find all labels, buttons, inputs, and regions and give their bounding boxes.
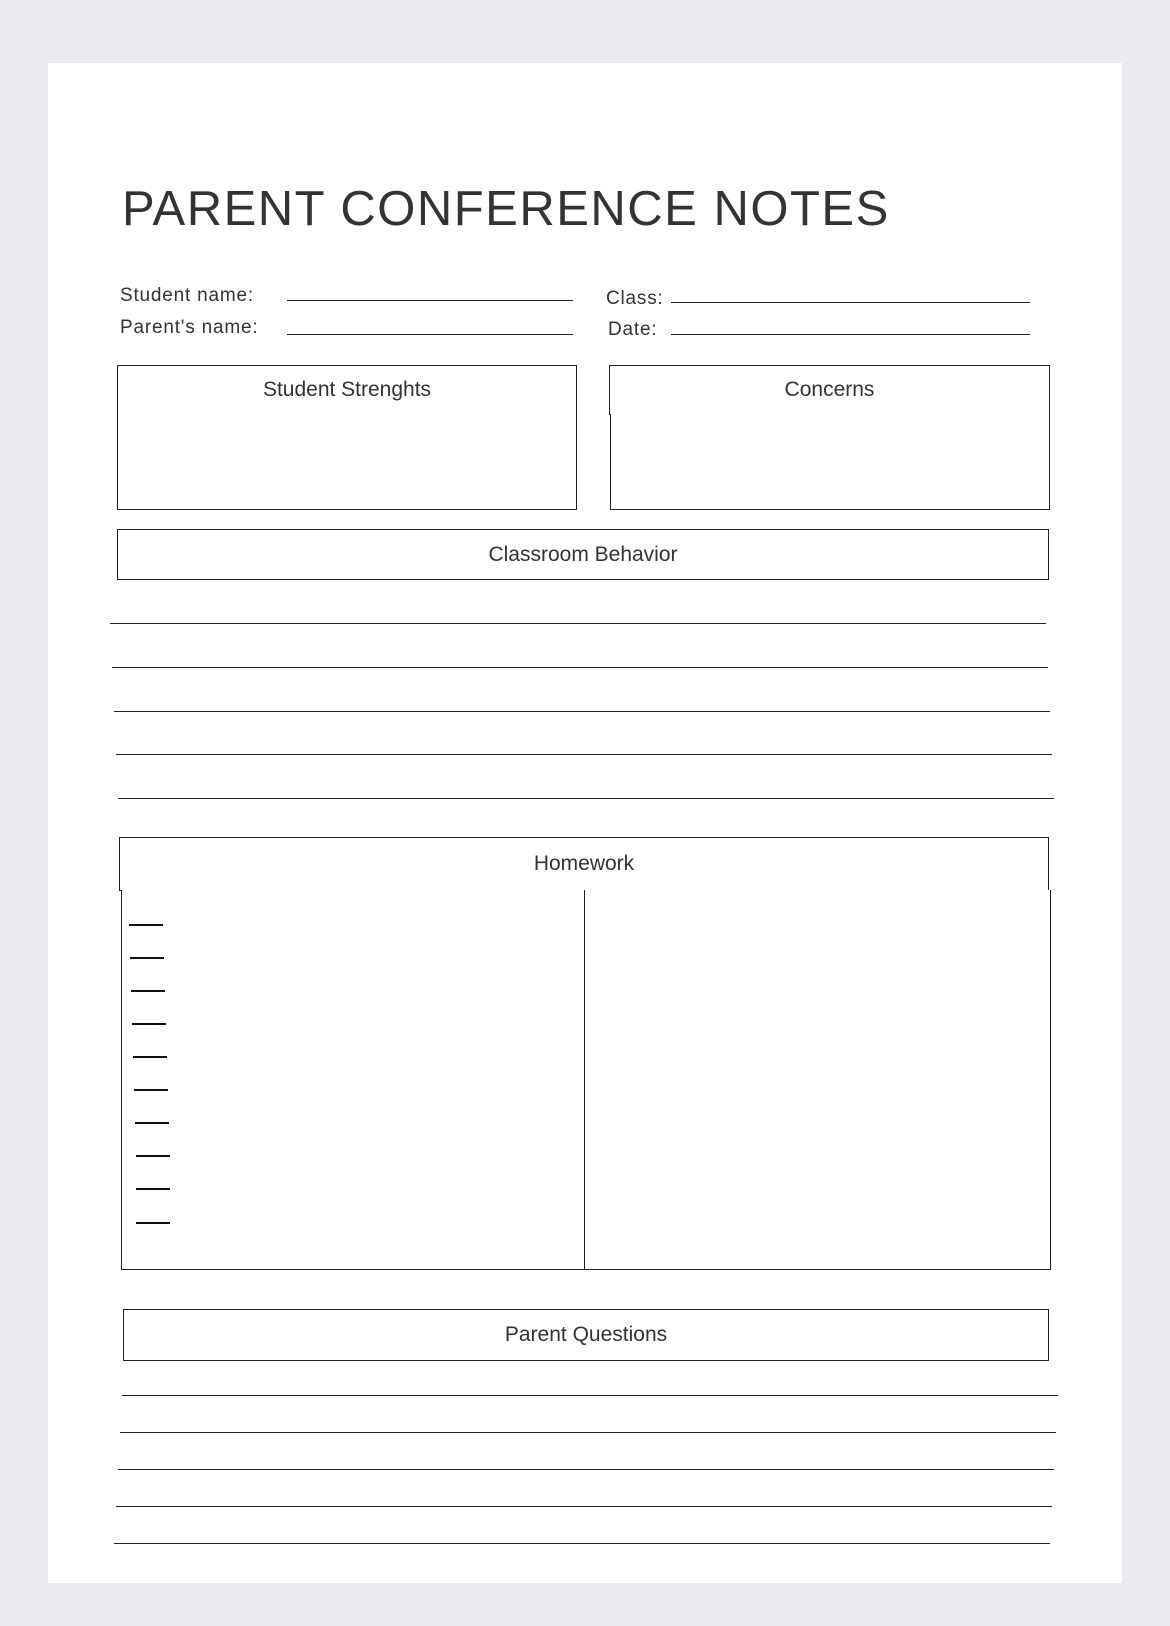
checklist-dash — [136, 1188, 170, 1190]
behavior-line[interactable] — [116, 754, 1052, 755]
checklist-dash — [135, 1122, 169, 1124]
page-title: PARENT CONFERENCE NOTES — [122, 182, 890, 236]
checklist-dash — [131, 990, 165, 992]
behavior-title: Classroom Behavior — [488, 542, 678, 566]
concerns-header — [609, 365, 1050, 415]
questions-title: Parent Questions — [504, 1323, 668, 1346]
checklist-dash — [136, 1155, 170, 1157]
strengths-title: Student Strenghts — [262, 378, 432, 401]
parent-name-label: Parent's name: — [120, 317, 259, 338]
checklist-dash — [130, 957, 164, 959]
behavior-line[interactable] — [114, 711, 1050, 712]
behavior-line[interactable] — [118, 798, 1054, 799]
homework-title: Homework — [533, 852, 635, 875]
class-input[interactable] — [671, 302, 1030, 303]
homework-header — [119, 837, 1049, 891]
homework-column-divider — [584, 890, 585, 1270]
questions-header — [123, 1309, 1049, 1361]
questions-line[interactable] — [114, 1543, 1050, 1544]
behavior-line[interactable] — [110, 623, 1046, 624]
checklist-dash — [132, 1023, 166, 1025]
questions-line[interactable] — [116, 1506, 1052, 1507]
questions-line[interactable] — [122, 1395, 1058, 1396]
checklist-dash — [134, 1089, 168, 1091]
worksheet-page — [48, 63, 1122, 1583]
date-label: Date: — [608, 319, 658, 340]
behavior-line[interactable] — [112, 667, 1048, 668]
concerns-title: Concerns — [784, 378, 875, 401]
student-name-label: Student name: — [120, 285, 254, 306]
checklist-dash — [133, 1056, 167, 1058]
class-label: Class: — [606, 288, 664, 309]
parent-name-input[interactable] — [287, 334, 573, 335]
behavior-header — [117, 529, 1049, 580]
checklist-dash — [136, 1222, 170, 1224]
questions-line[interactable] — [120, 1432, 1056, 1433]
strengths-notes-area[interactable] — [117, 414, 577, 510]
concerns-notes-area[interactable] — [610, 414, 1050, 510]
date-input[interactable] — [671, 334, 1030, 335]
checklist-dash — [129, 924, 163, 926]
homework-notes-column[interactable] — [586, 890, 1050, 1268]
questions-line[interactable] — [118, 1469, 1054, 1470]
strengths-header — [117, 365, 577, 415]
homework-table — [121, 890, 1051, 1270]
student-name-input[interactable] — [287, 300, 573, 301]
